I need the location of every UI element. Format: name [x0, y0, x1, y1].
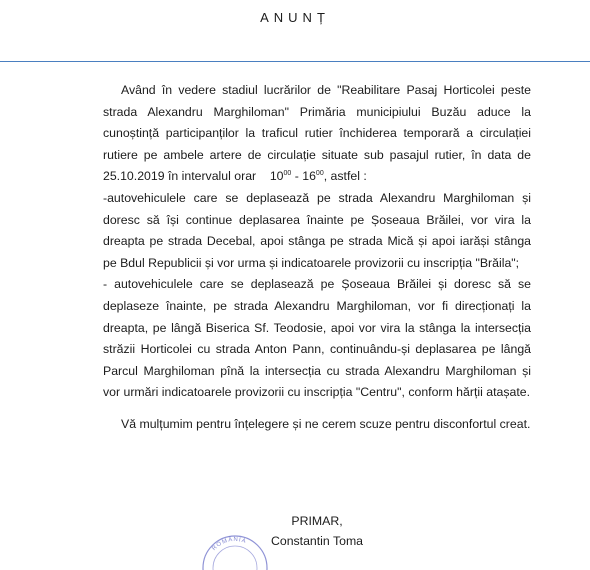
intro-text: Având în vedere stadiul lucrărilor de "Reabilitare Pasaj Horticolei peste strada Alexandru Marghiloman" Primăria municipiului Buzău aduce la cunoștință participanților la traficul rutier închiderea temporară a circulației rutiere pe ambele artere de circulație situate sub pasajul rutier, în data de 25.10.2019 în intervalul orar: [103, 83, 531, 184]
hour-start: 10: [269, 169, 284, 184]
hour-start-minutes: 00: [283, 170, 292, 178]
hour-end: 16: [302, 169, 316, 184]
intro-paragraph: [103, 80, 531, 188]
header-rule: [0, 61, 590, 62]
hour-separator: -: [291, 169, 303, 184]
signature-name: Constantin Toma: [270, 534, 364, 548]
stamp-text: ROMÂNIA: [211, 536, 248, 553]
route-item-2: - autovehiculele care se deplasează pe Șoseaua Brăilei și doresc să se deplaseze înainte, pe strada Alexandru Marghiloman, vor fi direcționați la dreapta, pe lângă Biserica Sf. Teodosie, apoi vor vira la stânga la intersecția străzii Horticolei cu strada Anton Pann, continuându-și deplasarea pe lângă Parcul Marghiloman pînă la intersecția cu strada Alexandru Marghiloman și vor urmări indicatoarele provizorii cu inscripția "Centru", conform hărții atașate.: [103, 277, 531, 400]
announcement-body: [103, 80, 531, 436]
intro-tail: , astfel :: [323, 169, 367, 184]
page-title: ANUNȚ: [260, 10, 330, 25]
signature-role: PRIMAR,: [291, 514, 343, 528]
svg-text:ROMÂNIA: [211, 536, 247, 552]
hour-end-minutes: 00: [315, 170, 324, 178]
thanks-paragraph: Vă mulțumim pentru înțelegere și ne cerem scuze pentru disconfortul creat.: [121, 416, 531, 431]
official-stamp: [200, 530, 270, 570]
route-item-1: -autovehiculele care se deplasează pe strada Alexandru Marghiloman și doresc să își continue deplasarea înainte pe Șoseaua Brăilei, vor vira la dreapta pe strada Decebal, apoi stânga pe strada Mică și apoi iarăși stânga pe Bdul Republicii și vor urma și indicatoarele provizorii cu inscripția "Brăila";: [103, 190, 531, 270]
